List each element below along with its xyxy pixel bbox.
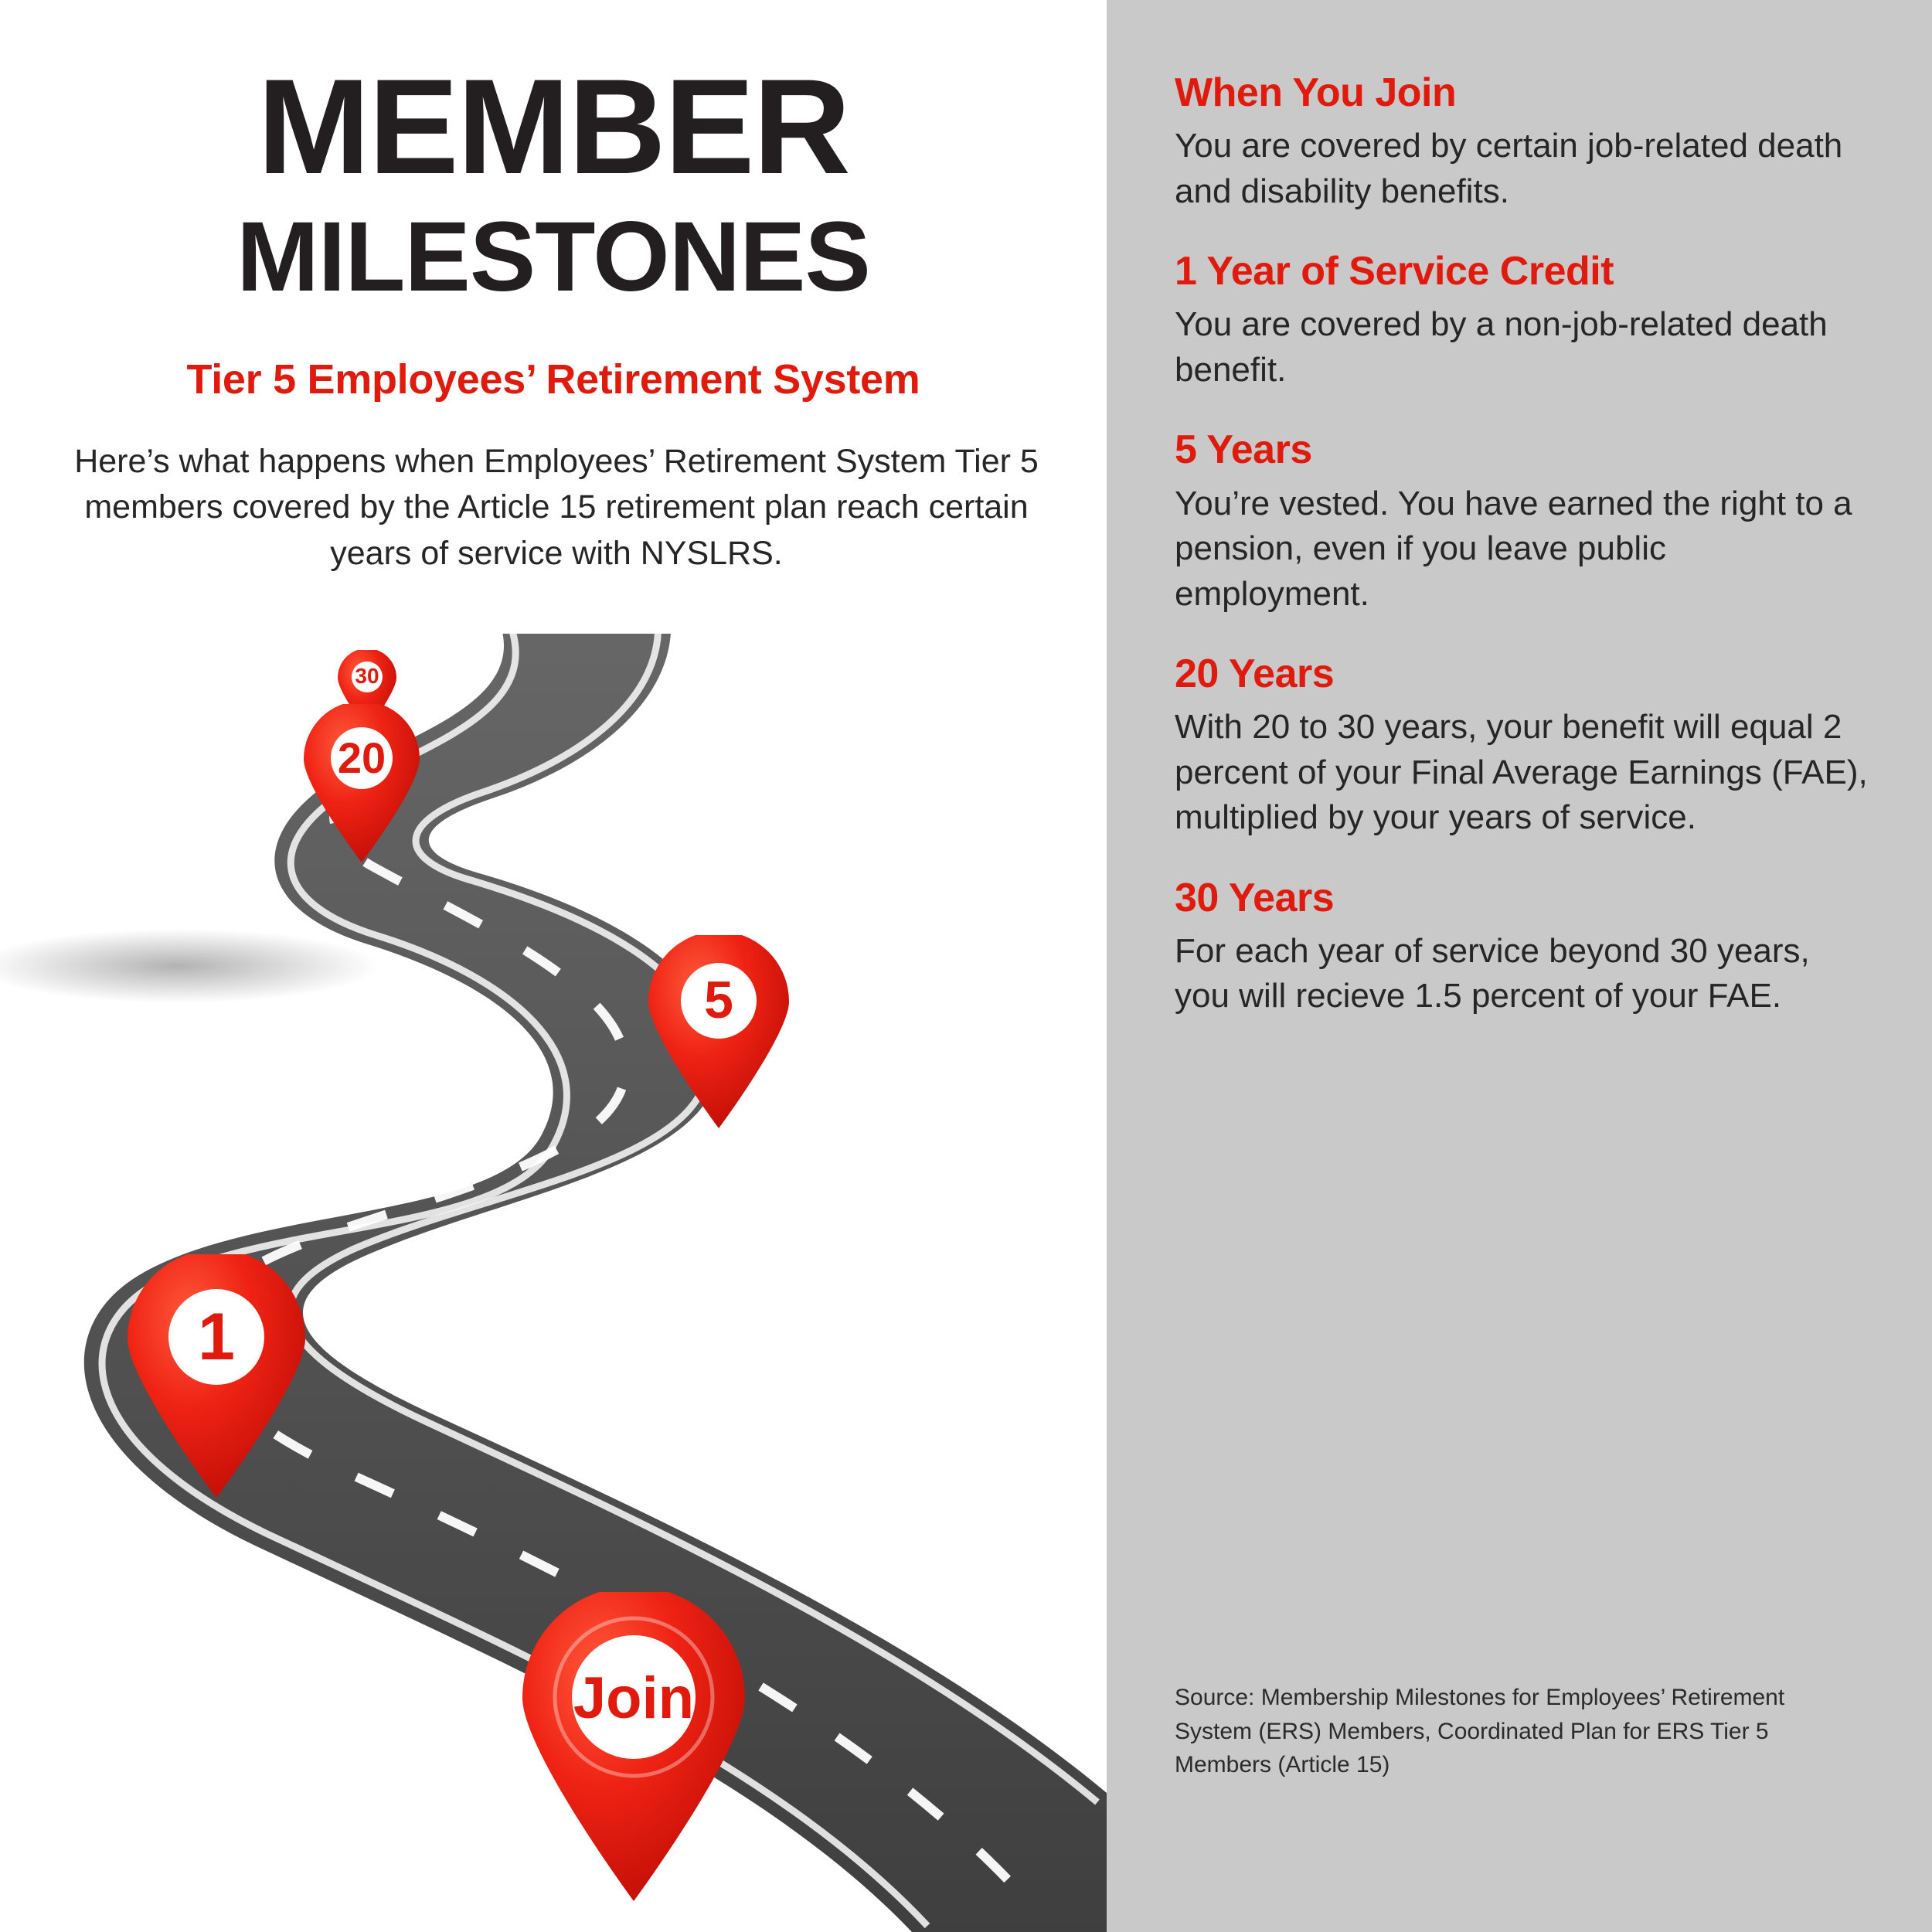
milestones-panel: [1107, 0, 1932, 1932]
milestone-body: With 20 to 30 years, your benefit will equal 2 percent of your Final Average Earnings (FAE), multiplied by your years of service.: [1175, 708, 1868, 837]
milestone-item: [1175, 652, 1870, 841]
milestone-item: [1175, 71, 1870, 214]
map-pin-5-label: 5: [704, 971, 733, 1029]
map-pin-1-label: 1: [198, 1300, 235, 1374]
map-pin-join[interactable]: [518, 1592, 750, 1901]
milestone-item: [1175, 428, 1870, 617]
milestone-title: 20 Years: [1175, 651, 1335, 697]
milestone-title: 1 Year of Service Credit: [1175, 249, 1614, 294]
map-pin-5[interactable]: [645, 935, 792, 1128]
map-pin-30-label: 30: [355, 664, 379, 688]
map-pin-20-label: 20: [337, 733, 386, 782]
milestone-title: When You Join: [1175, 70, 1457, 115]
milestone-body: You are covered by certain job-related death and disability benefits.: [1175, 127, 1843, 210]
milestones-list: [1175, 71, 1870, 1055]
milestone-title: 5 Years: [1175, 427, 1312, 473]
tier-subtitle: Tier 5 Employees’ Retirement System: [186, 356, 920, 403]
milestone-item: [1175, 250, 1870, 393]
milestone-item: [1175, 876, 1870, 1019]
source-note: Source: Membership Milestones for Employees’ Retirement System (ERS) Members, Coordinated Plan for ERS Tier 5 Members (Article 15): [1175, 1685, 1785, 1777]
page-title-line1: MEMBER: [257, 52, 849, 202]
map-pin-20[interactable]: [301, 704, 423, 862]
page-title-line2: MILESTONES: [236, 202, 870, 312]
milestone-body: For each year of service beyond 30 years, you will recieve 1.5 percent of your FAE.: [1175, 931, 1810, 1015]
milestone-title: 30 Years: [1175, 875, 1335, 920]
milestone-body: You’re vested. You have earned the right to a pension, even if you leave public employment.: [1175, 484, 1852, 613]
intro-paragraph: Here’s what happens when Employees’ Retirement System Tier 5 members covered by the Article 15 retirement plan reach certain years of service with NYSLRS.: [74, 443, 1039, 572]
milestone-body: You are covered by a non-job-related death benefit.: [1175, 305, 1828, 389]
road-illustration: [0, 634, 1107, 1932]
map-pin-join-label: Join: [573, 1665, 695, 1731]
map-pin-1[interactable]: [124, 1254, 309, 1498]
